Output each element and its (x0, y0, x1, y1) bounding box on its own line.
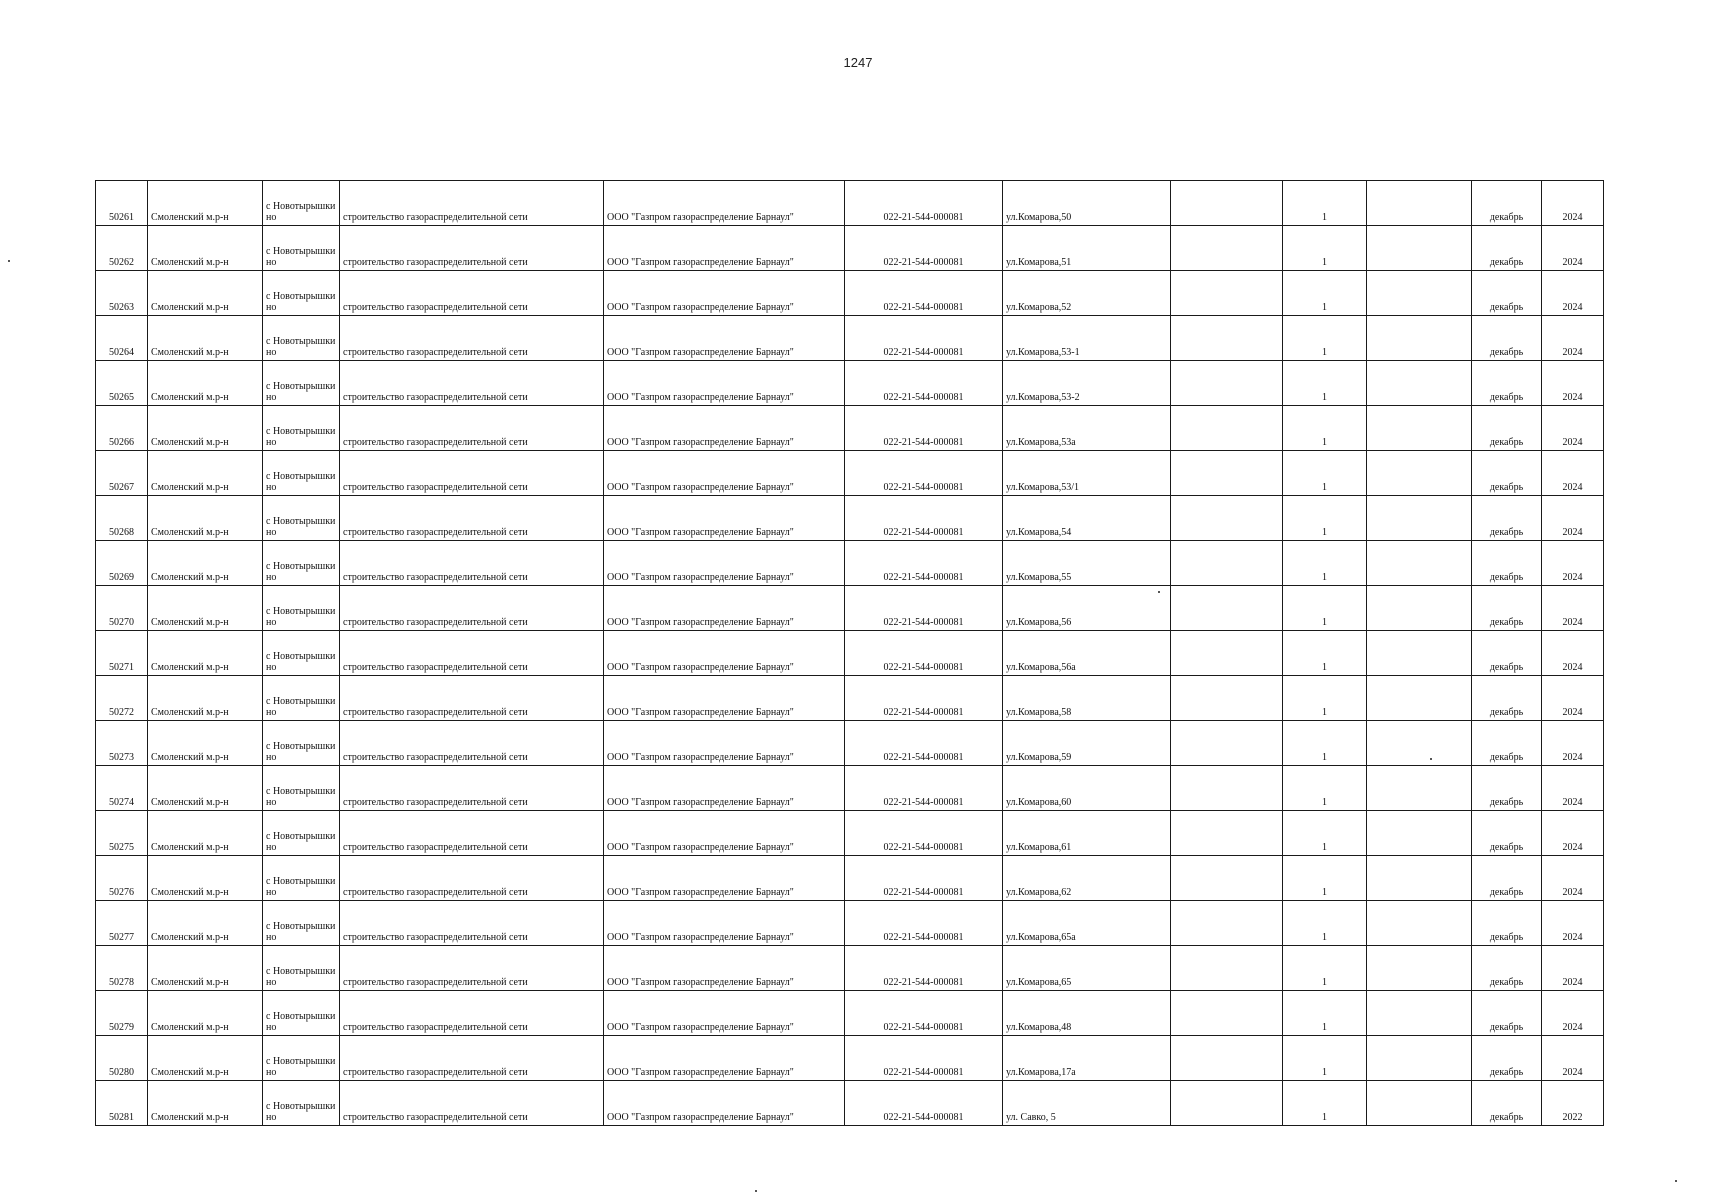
empty-cell (1171, 226, 1283, 271)
table-row (96, 991, 1604, 1036)
empty-cell (1367, 406, 1472, 451)
month-cell: декабрь (1472, 586, 1542, 631)
month-cell: декабрь (1472, 1036, 1542, 1081)
empty-cell (1367, 811, 1472, 856)
empty-cell (1171, 811, 1283, 856)
empty-cell (1367, 721, 1472, 766)
district-cell: Смоленский м.р-н (148, 181, 263, 226)
organization-cell: ООО "Газпром газораспределение Барнаул" (604, 541, 845, 586)
year-cell: 2024 (1542, 586, 1604, 631)
year-cell: 2024 (1542, 181, 1604, 226)
district-cell: Смоленский м.р-н (148, 1036, 263, 1081)
activity-cell: строительство газораспределительной сети (340, 856, 604, 901)
quantity-cell: 1 (1283, 811, 1367, 856)
quantity-cell: 1 (1283, 451, 1367, 496)
empty-cell (1367, 946, 1472, 991)
year-cell: 2024 (1542, 676, 1604, 721)
year-cell: 2024 (1542, 451, 1604, 496)
empty-cell (1171, 586, 1283, 631)
activity-cell: строительство газораспределительной сети (340, 1081, 604, 1126)
month-cell: декабрь (1472, 271, 1542, 316)
settlement-cell: с Новотырышкино (263, 766, 340, 811)
district-cell: Смоленский м.р-н (148, 271, 263, 316)
empty-cell (1171, 316, 1283, 361)
month-cell: декабрь (1472, 856, 1542, 901)
row-number: 50268 (96, 496, 148, 541)
address-cell: ул.Комарова,54 (1003, 496, 1171, 541)
district-cell: Смоленский м.р-н (148, 451, 263, 496)
organization-cell: ООО "Газпром газораспределение Барнаул" (604, 676, 845, 721)
table-row (96, 181, 1604, 226)
scan-dot (8, 260, 10, 262)
activity-cell: строительство газораспределительной сети (340, 406, 604, 451)
code-cell: 022-21-544-000081 (845, 811, 1003, 856)
district-cell: Смоленский м.р-н (148, 406, 263, 451)
scan-dot (1158, 591, 1160, 593)
row-number: 50270 (96, 586, 148, 631)
month-cell: декабрь (1472, 316, 1542, 361)
table-row (96, 361, 1604, 406)
scan-dot (1675, 1180, 1677, 1182)
quantity-cell: 1 (1283, 316, 1367, 361)
row-number: 50269 (96, 541, 148, 586)
month-cell: декабрь (1472, 901, 1542, 946)
table-row (96, 1036, 1604, 1081)
table-row (96, 406, 1604, 451)
year-cell: 2024 (1542, 766, 1604, 811)
quantity-cell: 1 (1283, 496, 1367, 541)
empty-cell (1171, 181, 1283, 226)
table-row (96, 901, 1604, 946)
settlement-cell: с Новотырышкино (263, 676, 340, 721)
district-cell: Смоленский м.р-н (148, 946, 263, 991)
address-cell: ул.Комарова,17а (1003, 1036, 1171, 1081)
year-cell: 2024 (1542, 226, 1604, 271)
settlement-cell: с Новотырышкино (263, 1036, 340, 1081)
table-row (96, 676, 1604, 721)
empty-cell (1171, 271, 1283, 316)
code-cell: 022-21-544-000081 (845, 271, 1003, 316)
quantity-cell: 1 (1283, 181, 1367, 226)
organization-cell: ООО "Газпром газораспределение Барнаул" (604, 991, 845, 1036)
organization-cell: ООО "Газпром газораспределение Барнаул" (604, 1081, 845, 1126)
empty-cell (1367, 586, 1472, 631)
month-cell: декабрь (1472, 1081, 1542, 1126)
quantity-cell: 1 (1283, 856, 1367, 901)
month-cell: декабрь (1472, 946, 1542, 991)
row-number: 50278 (96, 946, 148, 991)
year-cell: 2024 (1542, 361, 1604, 406)
organization-cell: ООО "Газпром газораспределение Барнаул" (604, 1036, 845, 1081)
district-cell: Смоленский м.р-н (148, 1081, 263, 1126)
address-cell: ул.Комарова,53/1 (1003, 451, 1171, 496)
activity-cell: строительство газораспределительной сети (340, 1036, 604, 1081)
year-cell: 2024 (1542, 316, 1604, 361)
code-cell: 022-21-544-000081 (845, 946, 1003, 991)
address-cell: ул.Комарова,62 (1003, 856, 1171, 901)
table-row (96, 946, 1604, 991)
organization-cell: ООО "Газпром газораспределение Барнаул" (604, 181, 845, 226)
empty-cell (1171, 361, 1283, 406)
row-number: 50266 (96, 406, 148, 451)
empty-cell (1171, 1081, 1283, 1126)
settlement-cell: с Новотырышкино (263, 406, 340, 451)
organization-cell: ООО "Газпром газораспределение Барнаул" (604, 901, 845, 946)
address-cell: ул.Комарова,50 (1003, 181, 1171, 226)
code-cell: 022-21-544-000081 (845, 901, 1003, 946)
activity-cell: строительство газораспределительной сети (340, 811, 604, 856)
activity-cell: строительство газораспределительной сети (340, 676, 604, 721)
row-number: 50281 (96, 1081, 148, 1126)
month-cell: декабрь (1472, 361, 1542, 406)
organization-cell: ООО "Газпром газораспределение Барнаул" (604, 406, 845, 451)
district-cell: Смоленский м.р-н (148, 676, 263, 721)
empty-cell (1171, 721, 1283, 766)
organization-cell: ООО "Газпром газораспределение Барнаул" (604, 721, 845, 766)
row-number: 50271 (96, 631, 148, 676)
activity-cell: строительство газораспределительной сети (340, 721, 604, 766)
activity-cell: строительство газораспределительной сети (340, 226, 604, 271)
address-cell: ул.Комарова,65а (1003, 901, 1171, 946)
quantity-cell: 1 (1283, 271, 1367, 316)
row-number: 50279 (96, 991, 148, 1036)
page-number: 1247 (843, 55, 873, 70)
code-cell: 022-21-544-000081 (845, 496, 1003, 541)
organization-cell: ООО "Газпром газораспределение Барнаул" (604, 361, 845, 406)
code-cell: 022-21-544-000081 (845, 676, 1003, 721)
district-cell: Смоленский м.р-н (148, 811, 263, 856)
table-row (96, 496, 1604, 541)
district-cell: Смоленский м.р-н (148, 361, 263, 406)
empty-cell (1171, 541, 1283, 586)
quantity-cell: 1 (1283, 1036, 1367, 1081)
organization-cell: ООО "Газпром газораспределение Барнаул" (604, 631, 845, 676)
table-row (96, 631, 1604, 676)
code-cell: 022-21-544-000081 (845, 856, 1003, 901)
table-row (96, 856, 1604, 901)
activity-cell: строительство газораспределительной сети (340, 451, 604, 496)
table-row (96, 721, 1604, 766)
empty-cell (1367, 1081, 1472, 1126)
code-cell: 022-21-544-000081 (845, 181, 1003, 226)
settlement-cell: с Новотырышкино (263, 991, 340, 1036)
month-cell: декабрь (1472, 496, 1542, 541)
empty-cell (1171, 451, 1283, 496)
settlement-cell: с Новотырышкино (263, 271, 340, 316)
settlement-cell: с Новотырышкино (263, 811, 340, 856)
address-cell: ул.Комарова,53-2 (1003, 361, 1171, 406)
district-cell: Смоленский м.р-н (148, 766, 263, 811)
organization-cell: ООО "Газпром газораспределение Барнаул" (604, 586, 845, 631)
row-number: 50262 (96, 226, 148, 271)
organization-cell: ООО "Газпром газораспределение Барнаул" (604, 766, 845, 811)
empty-cell (1171, 631, 1283, 676)
code-cell: 022-21-544-000081 (845, 721, 1003, 766)
quantity-cell: 1 (1283, 226, 1367, 271)
row-number: 50277 (96, 901, 148, 946)
row-number: 50276 (96, 856, 148, 901)
organization-cell: ООО "Газпром газораспределение Барнаул" (604, 811, 845, 856)
month-cell: декабрь (1472, 451, 1542, 496)
district-cell: Смоленский м.р-н (148, 721, 263, 766)
row-number: 50265 (96, 361, 148, 406)
organization-cell: ООО "Газпром газораспределение Барнаул" (604, 496, 845, 541)
empty-cell (1367, 226, 1472, 271)
code-cell: 022-21-544-000081 (845, 1081, 1003, 1126)
quantity-cell: 1 (1283, 541, 1367, 586)
empty-cell (1171, 856, 1283, 901)
settlement-cell: с Новотырышкино (263, 586, 340, 631)
activity-cell: строительство газораспределительной сети (340, 766, 604, 811)
code-cell: 022-21-544-000081 (845, 1036, 1003, 1081)
district-cell: Смоленский м.р-н (148, 586, 263, 631)
empty-cell (1171, 946, 1283, 991)
address-cell: ул.Комарова,56а (1003, 631, 1171, 676)
settlement-cell: с Новотырышкино (263, 181, 340, 226)
quantity-cell: 1 (1283, 361, 1367, 406)
table-row (96, 271, 1604, 316)
empty-cell (1367, 496, 1472, 541)
settlement-cell: с Новотырышкино (263, 316, 340, 361)
code-cell: 022-21-544-000081 (845, 451, 1003, 496)
district-cell: Смоленский м.р-н (148, 991, 263, 1036)
table-row (96, 316, 1604, 361)
code-cell: 022-21-544-000081 (845, 316, 1003, 361)
empty-cell (1367, 901, 1472, 946)
settlement-cell: с Новотырышкино (263, 541, 340, 586)
empty-cell (1367, 991, 1472, 1036)
empty-cell (1367, 451, 1472, 496)
month-cell: декабрь (1472, 226, 1542, 271)
settlement-cell: с Новотырышкино (263, 856, 340, 901)
year-cell: 2024 (1542, 271, 1604, 316)
year-cell: 2024 (1542, 406, 1604, 451)
month-cell: декабрь (1472, 721, 1542, 766)
quantity-cell: 1 (1283, 631, 1367, 676)
organization-cell: ООО "Газпром газораспределение Барнаул" (604, 271, 845, 316)
code-cell: 022-21-544-000081 (845, 586, 1003, 631)
month-cell: декабрь (1472, 181, 1542, 226)
address-cell: ул.Комарова,56 (1003, 586, 1171, 631)
code-cell: 022-21-544-000081 (845, 991, 1003, 1036)
year-cell: 2024 (1542, 496, 1604, 541)
activity-cell: строительство газораспределительной сети (340, 946, 604, 991)
organization-cell: ООО "Газпром газораспределение Барнаул" (604, 226, 845, 271)
organization-cell: ООО "Газпром газораспределение Барнаул" (604, 856, 845, 901)
district-cell: Смоленский м.р-н (148, 901, 263, 946)
empty-cell (1367, 316, 1472, 361)
settlement-cell: с Новотырышкино (263, 721, 340, 766)
row-number: 50275 (96, 811, 148, 856)
code-cell: 022-21-544-000081 (845, 541, 1003, 586)
district-cell: Смоленский м.р-н (148, 541, 263, 586)
address-cell: ул.Комарова,61 (1003, 811, 1171, 856)
empty-cell (1367, 856, 1472, 901)
row-number: 50267 (96, 451, 148, 496)
scan-dot (1430, 758, 1432, 760)
activity-cell: строительство газораспределительной сети (340, 271, 604, 316)
address-cell: ул.Комарова,58 (1003, 676, 1171, 721)
year-cell: 2024 (1542, 1036, 1604, 1081)
activity-cell: строительство газораспределительной сети (340, 361, 604, 406)
quantity-cell: 1 (1283, 406, 1367, 451)
year-cell: 2024 (1542, 991, 1604, 1036)
row-number: 50273 (96, 721, 148, 766)
empty-cell (1171, 991, 1283, 1036)
organization-cell: ООО "Газпром газораспределение Барнаул" (604, 316, 845, 361)
row-number: 50261 (96, 181, 148, 226)
empty-cell (1367, 766, 1472, 811)
year-cell: 2022 (1542, 1081, 1604, 1126)
settlement-cell: с Новотырышкино (263, 631, 340, 676)
quantity-cell: 1 (1283, 1081, 1367, 1126)
activity-cell: строительство газораспределительной сети (340, 316, 604, 361)
row-number: 50274 (96, 766, 148, 811)
district-cell: Смоленский м.р-н (148, 496, 263, 541)
empty-cell (1171, 676, 1283, 721)
year-cell: 2024 (1542, 856, 1604, 901)
scan-dot (755, 1190, 757, 1192)
table-row (96, 1081, 1604, 1126)
row-number: 50264 (96, 316, 148, 361)
month-cell: декабрь (1472, 406, 1542, 451)
table-row (96, 541, 1604, 586)
settlement-cell: с Новотырышкино (263, 1081, 340, 1126)
activity-cell: строительство газораспределительной сети (340, 496, 604, 541)
month-cell: декабрь (1472, 541, 1542, 586)
settlement-cell: с Новотырышкино (263, 361, 340, 406)
empty-cell (1367, 1036, 1472, 1081)
district-cell: Смоленский м.р-н (148, 856, 263, 901)
table-row (96, 586, 1604, 631)
address-cell: ул.Комарова,53-1 (1003, 316, 1171, 361)
empty-cell (1171, 766, 1283, 811)
settlement-cell: с Новотырышкино (263, 451, 340, 496)
table-body (96, 181, 1604, 1126)
settlement-cell: с Новотырышкино (263, 946, 340, 991)
address-cell: ул.Комарова,53а (1003, 406, 1171, 451)
quantity-cell: 1 (1283, 766, 1367, 811)
table-row (96, 766, 1604, 811)
month-cell: декабрь (1472, 631, 1542, 676)
address-cell: ул.Комарова,51 (1003, 226, 1171, 271)
settlement-cell: с Новотырышкино (263, 901, 340, 946)
quantity-cell: 1 (1283, 991, 1367, 1036)
quantity-cell: 1 (1283, 946, 1367, 991)
empty-cell (1171, 1036, 1283, 1081)
table-row (96, 811, 1604, 856)
address-cell: ул.Комарова,59 (1003, 721, 1171, 766)
empty-cell (1367, 361, 1472, 406)
settlement-cell: с Новотырышкино (263, 496, 340, 541)
activity-cell: строительство газораспределительной сети (340, 541, 604, 586)
address-cell: ул.Комарова,52 (1003, 271, 1171, 316)
year-cell: 2024 (1542, 541, 1604, 586)
year-cell: 2024 (1542, 901, 1604, 946)
empty-cell (1367, 181, 1472, 226)
code-cell: 022-21-544-000081 (845, 406, 1003, 451)
district-cell: Смоленский м.р-н (148, 226, 263, 271)
quantity-cell: 1 (1283, 676, 1367, 721)
row-number: 50280 (96, 1036, 148, 1081)
address-cell: ул.Комарова,48 (1003, 991, 1171, 1036)
month-cell: декабрь (1472, 766, 1542, 811)
code-cell: 022-21-544-000081 (845, 631, 1003, 676)
code-cell: 022-21-544-000081 (845, 766, 1003, 811)
month-cell: декабрь (1472, 811, 1542, 856)
empty-cell (1171, 901, 1283, 946)
activity-cell: строительство газораспределительной сети (340, 631, 604, 676)
organization-cell: ООО "Газпром газораспределение Барнаул" (604, 451, 845, 496)
empty-cell (1367, 631, 1472, 676)
year-cell: 2024 (1542, 811, 1604, 856)
activity-cell: строительство газораспределительной сети (340, 181, 604, 226)
year-cell: 2024 (1542, 631, 1604, 676)
code-cell: 022-21-544-000081 (845, 361, 1003, 406)
empty-cell (1367, 271, 1472, 316)
empty-cell (1171, 496, 1283, 541)
row-number: 50263 (96, 271, 148, 316)
district-cell: Смоленский м.р-н (148, 631, 263, 676)
empty-cell (1367, 541, 1472, 586)
row-number: 50272 (96, 676, 148, 721)
month-cell: декабрь (1472, 676, 1542, 721)
year-cell: 2024 (1542, 721, 1604, 766)
empty-cell (1367, 676, 1472, 721)
quantity-cell: 1 (1283, 901, 1367, 946)
address-cell: ул. Савко, 5 (1003, 1081, 1171, 1126)
empty-cell (1171, 406, 1283, 451)
year-cell: 2024 (1542, 946, 1604, 991)
settlement-cell: с Новотырышкино (263, 226, 340, 271)
activity-cell: строительство газораспределительной сети (340, 991, 604, 1036)
activity-cell: строительство газораспределительной сети (340, 586, 604, 631)
address-cell: ул.Комарова,55 (1003, 541, 1171, 586)
month-cell: декабрь (1472, 991, 1542, 1036)
address-cell: ул.Комарова,65 (1003, 946, 1171, 991)
table-row (96, 226, 1604, 271)
register-table (95, 180, 1604, 1126)
code-cell: 022-21-544-000081 (845, 226, 1003, 271)
table-row (96, 451, 1604, 496)
organization-cell: ООО "Газпром газораспределение Барнаул" (604, 946, 845, 991)
quantity-cell: 1 (1283, 586, 1367, 631)
address-cell: ул.Комарова,60 (1003, 766, 1171, 811)
district-cell: Смоленский м.р-н (148, 316, 263, 361)
quantity-cell: 1 (1283, 721, 1367, 766)
activity-cell: строительство газораспределительной сети (340, 901, 604, 946)
